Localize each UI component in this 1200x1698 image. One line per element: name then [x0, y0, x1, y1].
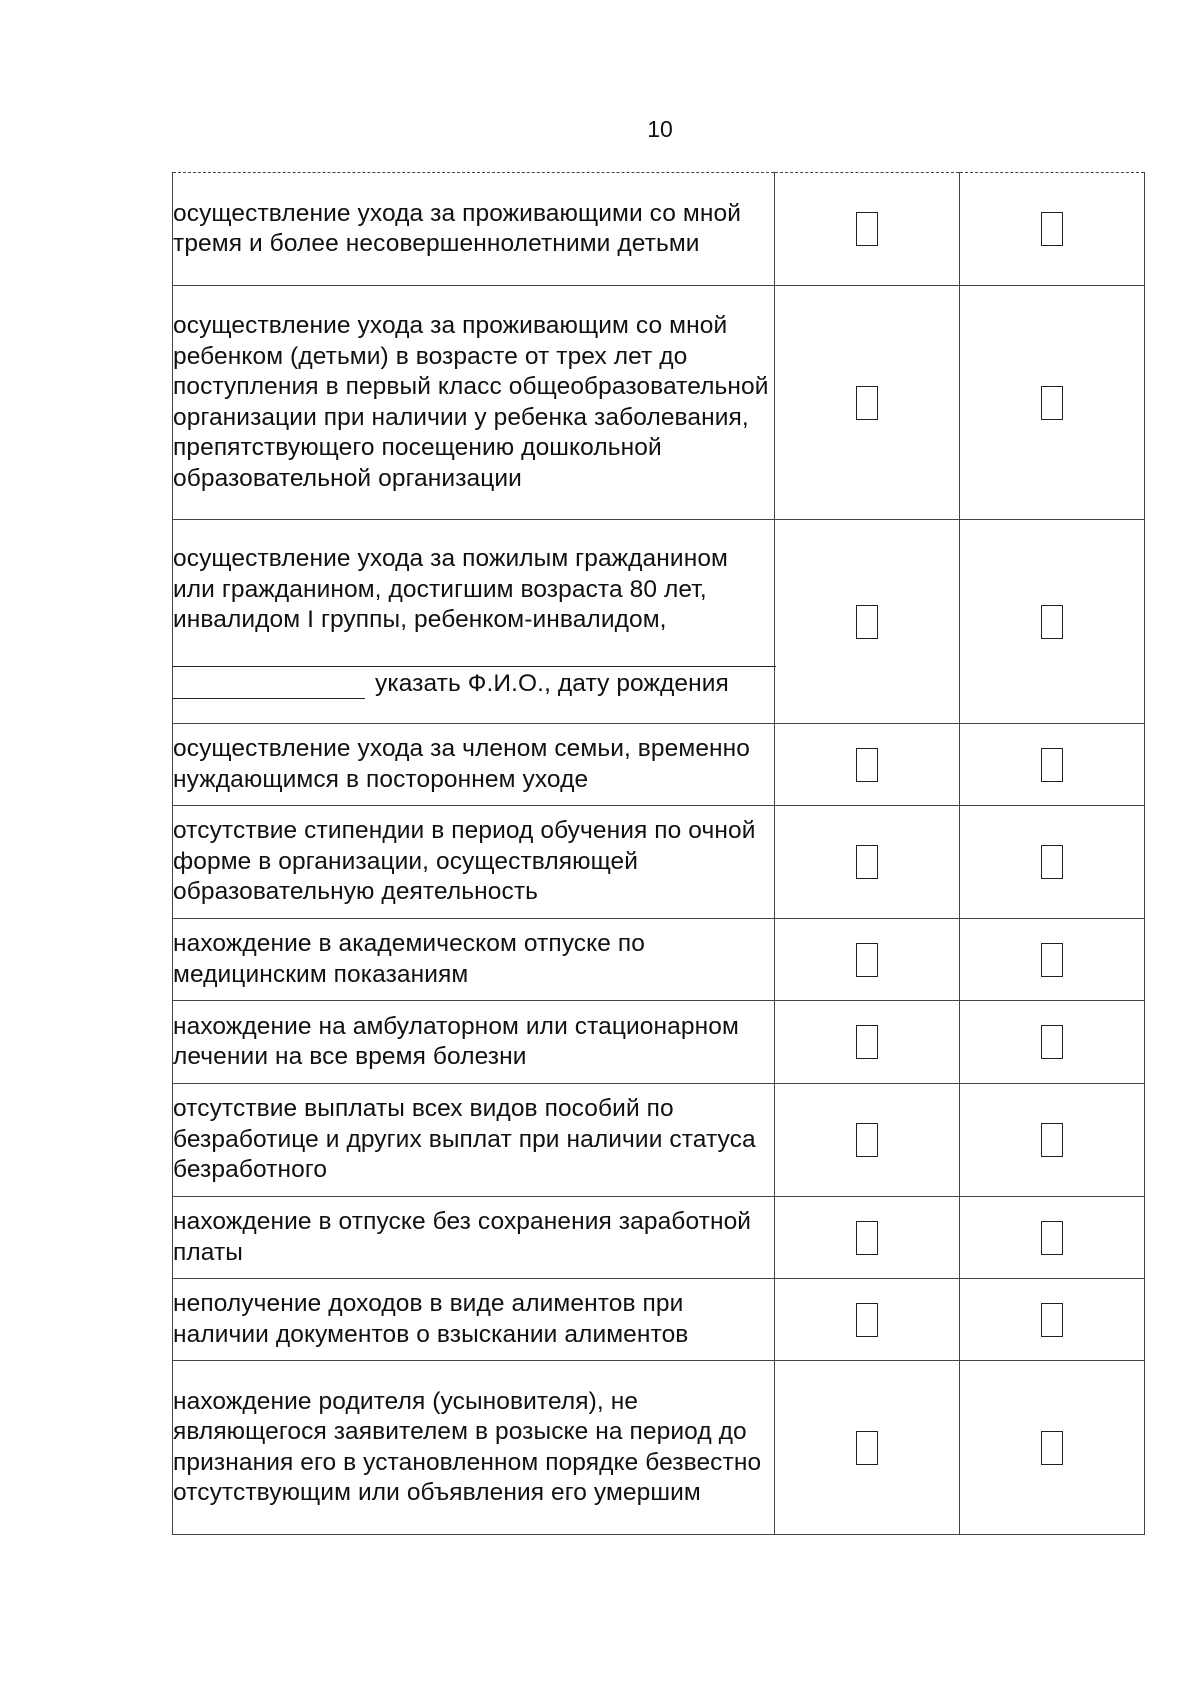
checkbox[interactable]	[856, 1431, 878, 1465]
checkbox-cell	[960, 520, 1145, 724]
reason-text: отсутствие стипендии в период обучения по очной форме в организации, осуществляющей образовательную деятельность	[173, 806, 775, 919]
fill-in-line[interactable]	[173, 672, 365, 699]
checkbox[interactable]	[1041, 1025, 1063, 1059]
table-row	[173, 1279, 1145, 1361]
checkbox-cell	[775, 1084, 960, 1197]
reason-text: нахождение родителя (усыновителя), не являющегося заявителем в розыске на период до признания его в установленном порядке безвестно отсутствующим или объявления его умершим	[173, 1361, 775, 1535]
checkbox[interactable]	[1041, 1123, 1063, 1157]
checkbox[interactable]	[1041, 748, 1063, 782]
checkbox-cell	[960, 1084, 1145, 1197]
checkbox-cell	[960, 1361, 1145, 1535]
checkbox-cell	[775, 286, 960, 520]
checkbox-cell	[775, 1279, 960, 1361]
checkbox-cell	[775, 1197, 960, 1279]
checkbox-cell	[775, 919, 960, 1001]
checkbox-cell	[775, 806, 960, 919]
reason-text: осуществление ухода за пожилым гражданином или гражданином, достигшим возраста 80 лет, инвалидом I группы, ребенком-инвалидом,	[173, 545, 728, 633]
reasons-table	[172, 172, 1145, 1535]
table-row	[173, 1084, 1145, 1197]
checkbox[interactable]	[856, 1123, 878, 1157]
checkbox-cell	[775, 1361, 960, 1535]
checkbox[interactable]	[856, 1221, 878, 1255]
reason-text: неполучение доходов в виде алиментов при наличии документов о взыскании алиментов	[173, 1279, 775, 1361]
checkbox[interactable]	[1041, 1303, 1063, 1337]
table-row	[173, 1361, 1145, 1535]
reason-text: осуществление ухода за проживающим со мной ребенком (детьми) в возрасте от трех лет до поступления в первый класс общеобразовательной организации при наличии у ребенка заболевания, препятствующего посещению дошкольной образовательной организации	[173, 286, 775, 520]
checkbox[interactable]	[856, 212, 878, 246]
checkbox[interactable]	[856, 1303, 878, 1337]
checkbox-cell	[960, 173, 1145, 286]
reason-text: осуществление ухода за членом семьи, временно нуждающимся в постороннем уходе	[173, 724, 775, 806]
table-row	[173, 286, 1145, 520]
checkbox-cell	[960, 919, 1145, 1001]
checkbox[interactable]	[856, 1025, 878, 1059]
checkbox[interactable]	[856, 605, 878, 639]
checkbox-cell	[960, 806, 1145, 919]
checkbox-cell	[960, 1279, 1145, 1361]
page-number: 10	[647, 116, 673, 142]
table-row	[173, 1197, 1145, 1279]
table-row	[173, 173, 1145, 286]
checkbox-cell	[775, 724, 960, 806]
checkbox[interactable]	[1041, 943, 1063, 977]
reason-text: нахождение в отпуске без сохранения заработной платы	[173, 1197, 775, 1279]
checkbox-cell	[960, 1001, 1145, 1084]
checkbox[interactable]	[1041, 845, 1063, 879]
checkbox[interactable]	[856, 845, 878, 879]
table-row	[173, 806, 1145, 919]
checkbox[interactable]	[1041, 1221, 1063, 1255]
reason-with-fill	[173, 520, 775, 724]
checkbox-cell	[960, 286, 1145, 520]
checkbox-cell	[775, 520, 960, 724]
reason-text: нахождение в академическом отпуске по медицинским показаниям	[173, 919, 775, 1001]
checkbox[interactable]	[856, 386, 878, 420]
table-row	[173, 919, 1145, 1001]
checkbox-cell	[960, 724, 1145, 806]
table-row	[173, 520, 1145, 724]
checkbox[interactable]	[856, 748, 878, 782]
table-row	[173, 724, 1145, 806]
fill-in-line[interactable]	[173, 642, 776, 667]
fill-in-row	[173, 669, 774, 700]
checkbox[interactable]	[1041, 212, 1063, 246]
reason-text: нахождение на амбулаторном или стационарном лечении на все время болезни	[173, 1001, 775, 1084]
fill-in-hint: указать Ф.И.О., дату рождения	[375, 669, 729, 697]
checkbox[interactable]	[1041, 386, 1063, 420]
table-row	[173, 1001, 1145, 1084]
checkbox-cell	[775, 1001, 960, 1084]
checkbox[interactable]	[1041, 605, 1063, 639]
checkbox-cell	[775, 173, 960, 286]
reason-text: отсутствие выплаты всех видов пособий по безработице и других выплат при наличии статуса безработного	[173, 1084, 775, 1197]
checkbox-cell	[960, 1197, 1145, 1279]
checkbox[interactable]	[856, 943, 878, 977]
reason-text: осуществление ухода за проживающими со мной тремя и более несовершеннолетними детьми	[173, 173, 775, 286]
checkbox[interactable]	[1041, 1431, 1063, 1465]
